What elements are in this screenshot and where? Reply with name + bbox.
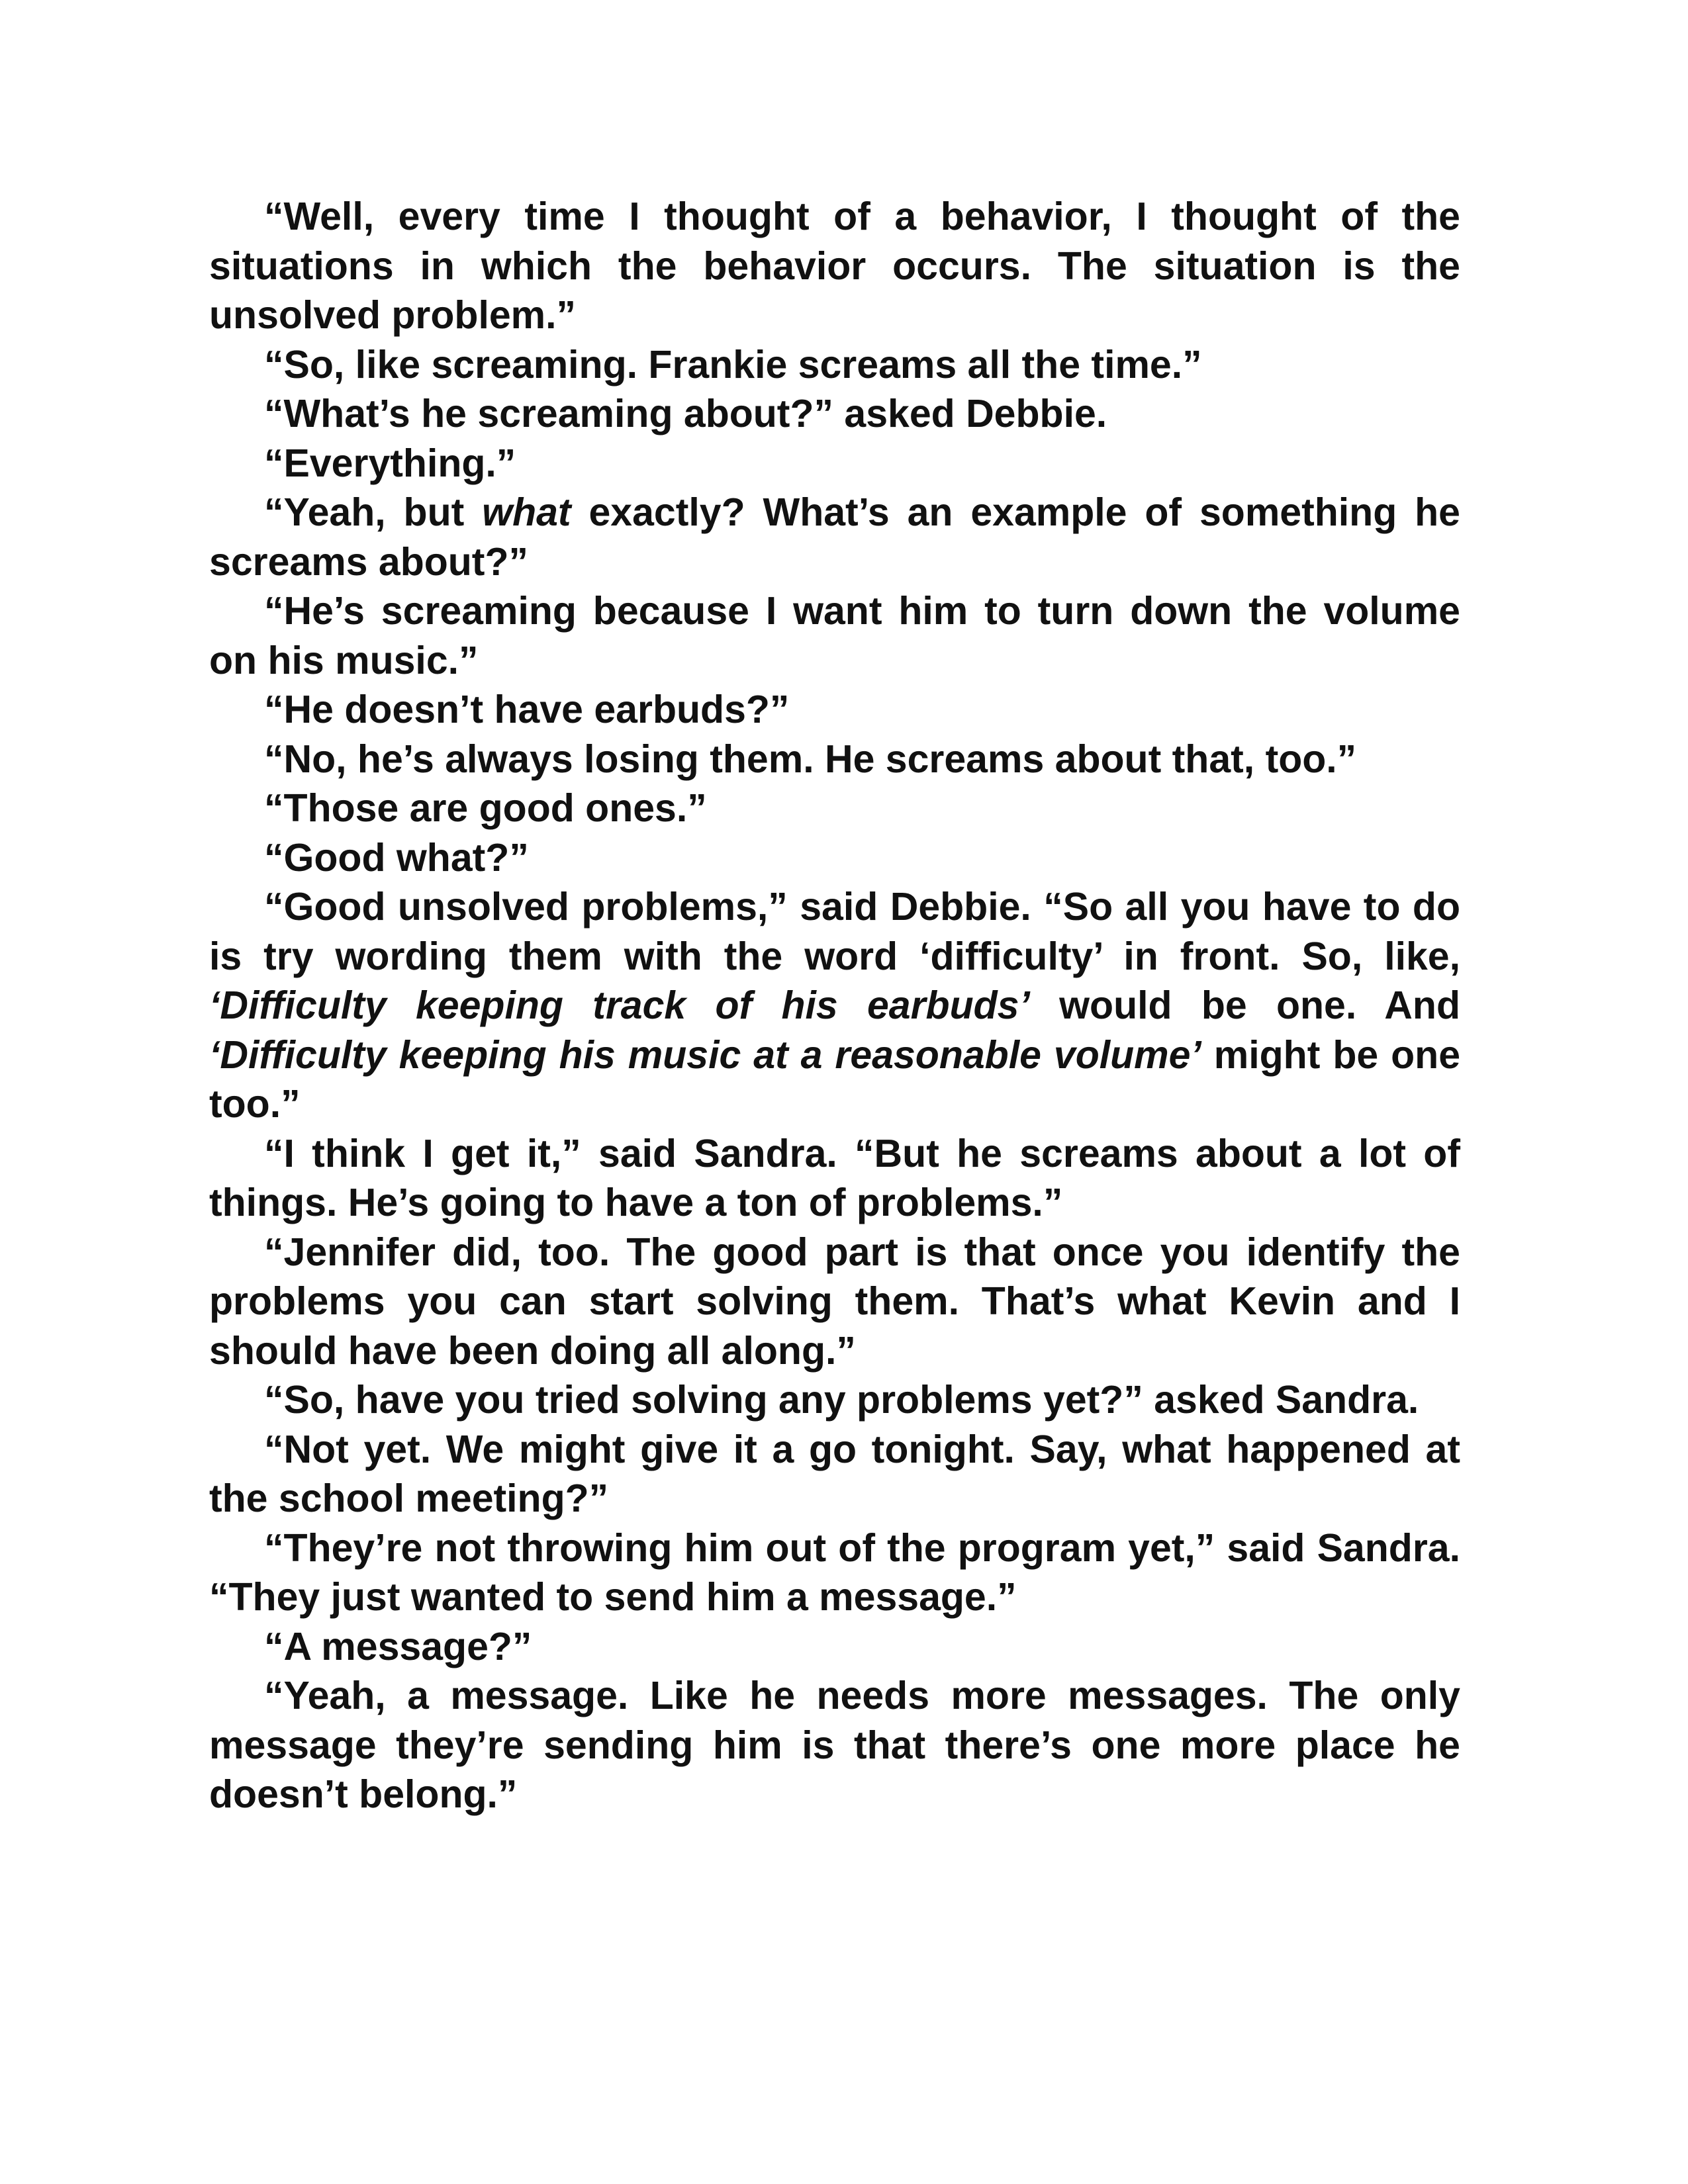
paragraph (209, 389, 1460, 439)
text-run: “Jennifer did, too. The good part is that once you identify the problems you can start solving them. That’s what Kevin and I should have been doing all along.” (209, 1230, 1460, 1373)
text-run: “A message?” (264, 1624, 532, 1668)
text-run: “Good what?” (264, 835, 529, 880)
italic-text-run: ‘Difficulty keeping his music at a reasonable volume’ (209, 1032, 1201, 1077)
paragraph (209, 340, 1460, 390)
text-run: “I think I get it,” said Sandra. “But he screams about a lot of things. He’s going to have a ton of problems.” (209, 1131, 1460, 1224)
text-run: “Not yet. We might give it a go tonight. Say, what happened at the school meeting?” (209, 1427, 1460, 1520)
text-run: “He’s screaming because I want him to turn down the volume on his music.” (209, 589, 1460, 682)
text-run: “So, like screaming. Frankie screams all the time.” (264, 342, 1202, 387)
text-run: “No, he’s always losing them. He screams about that, too.” (264, 737, 1357, 781)
paragraph (209, 1375, 1460, 1425)
paragraph (209, 1622, 1460, 1672)
text-run: “Yeah, but (264, 490, 483, 534)
paragraph (209, 1524, 1460, 1622)
paragraph (209, 586, 1460, 685)
italic-text-run: what (482, 490, 571, 534)
paragraph (209, 488, 1460, 586)
paragraph (209, 192, 1460, 340)
text-run: exactly? What’s an example of something he screams about?” (209, 490, 1460, 584)
italic-text-run: ‘Difficulty keeping track of his earbuds’ (209, 983, 1030, 1027)
text-run: would be one. And (1029, 983, 1460, 1027)
paragraph (209, 439, 1460, 488)
text-run: “So, have you tried solving any problems yet?” asked Sandra. (264, 1378, 1419, 1422)
document-page (209, 192, 1460, 1819)
text-run: “Those are good ones.” (264, 786, 707, 830)
paragraph (209, 685, 1460, 735)
paragraph (209, 882, 1460, 1129)
text-run: “Good unsolved problems,” said Debbie. “So all you have to do is try wording them with the word ‘difficulty’ in front. So, like, (209, 885, 1460, 978)
text-run: “Well, every time I thought of a behavior, I thought of the situations in which the behavior occurs. The situation is the unsolved problem.” (209, 195, 1460, 337)
text-run: “Yeah, a message. Like he needs more messages. The only message they’re sending him is that there’s one more place he doesn’t belong.” (209, 1674, 1460, 1816)
paragraph (209, 1228, 1460, 1376)
paragraph (209, 1129, 1460, 1228)
text-run: “They’re not throwing him out of the program yet,” said Sandra. “They just wanted to send him a message.” (209, 1525, 1460, 1619)
text-run: “He doesn’t have earbuds?” (264, 688, 790, 731)
paragraph (209, 784, 1460, 833)
paragraph (209, 1425, 1460, 1524)
paragraph (209, 735, 1460, 784)
paragraph (209, 1671, 1460, 1819)
text-run: “Everything.” (264, 441, 516, 485)
text-run: “What’s he screaming about?” asked Debbie. (264, 392, 1107, 435)
paragraph (209, 833, 1460, 883)
text-run: might be one too.” (209, 1032, 1461, 1126)
